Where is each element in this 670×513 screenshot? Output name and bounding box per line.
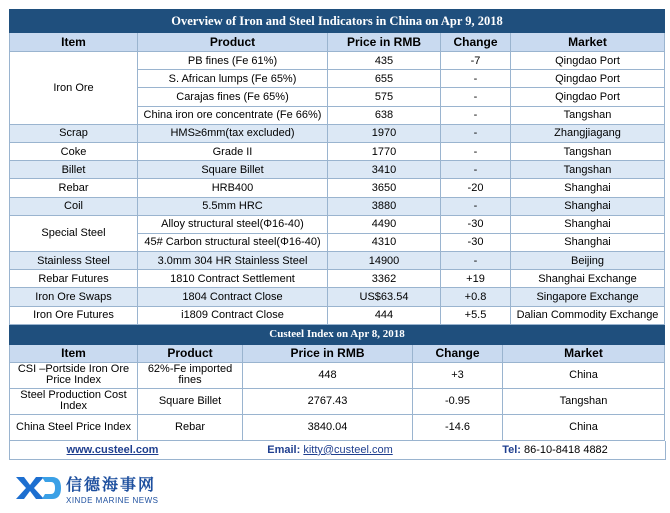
- market-cell: Shanghai: [511, 233, 665, 251]
- price-cell: US$63.54: [328, 288, 441, 306]
- product-cell: 1810 Contract Settlement: [138, 270, 328, 288]
- price-cell: 3650: [328, 179, 441, 197]
- change-cell: -: [441, 70, 511, 88]
- change-cell: +19: [441, 270, 511, 288]
- index-change-cell: -0.95: [413, 388, 503, 414]
- index-item-cell: CSI –Portside Iron Ore Price Index: [10, 362, 138, 388]
- index-col-header-product: Product: [138, 344, 243, 362]
- price-cell: 14900: [328, 252, 441, 270]
- xinde-logo: [14, 470, 159, 506]
- index-change-cell: -14.6: [413, 414, 503, 440]
- change-cell: +5.5: [441, 306, 511, 324]
- custeel-index-table: [9, 325, 665, 441]
- index-item-cell: Steel Production Cost Index: [10, 388, 138, 414]
- footer-website-cell: [10, 444, 215, 456]
- index-price-cell: 3840.04: [243, 414, 413, 440]
- market-cell: Qingdao Port: [511, 70, 665, 88]
- table-row: [10, 362, 665, 388]
- price-cell: 4490: [328, 215, 441, 233]
- index-market-cell: China: [503, 362, 665, 388]
- custeel-index-body: [10, 362, 665, 440]
- index-product-cell: Rebar: [138, 414, 243, 440]
- table-row: [10, 306, 665, 324]
- product-cell: China iron ore concentrate (Fe 66%): [138, 106, 328, 124]
- index-price-cell: 2767.43: [243, 388, 413, 414]
- item-cell: Special Steel: [10, 215, 138, 251]
- product-cell: S. African lumps (Fe 65%): [138, 70, 328, 88]
- item-cell: Scrap: [10, 124, 138, 142]
- indicators-body: [10, 52, 665, 325]
- price-cell: 1970: [328, 124, 441, 142]
- index-item-cell: China Steel Price Index: [10, 414, 138, 440]
- market-cell: Dalian Commodity Exchange: [511, 306, 665, 324]
- index-product-cell: 62%-Fe imported fines: [138, 362, 243, 388]
- index-market-cell: China: [503, 414, 665, 440]
- product-cell: PB fines (Fe 61%): [138, 52, 328, 70]
- market-cell: Qingdao Port: [511, 52, 665, 70]
- change-cell: -20: [441, 179, 511, 197]
- table-row: [10, 52, 665, 70]
- item-cell: Iron Ore Swaps: [10, 288, 138, 306]
- table-row: [10, 252, 665, 270]
- change-cell: -: [441, 197, 511, 215]
- product-cell: Grade II: [138, 142, 328, 160]
- index-product-cell: Square Billet: [138, 388, 243, 414]
- tel-number: 86-10-8418 4882: [524, 443, 608, 456]
- market-cell: Shanghai: [511, 179, 665, 197]
- item-cell: Stainless Steel: [10, 252, 138, 270]
- custeel-index-header-row: [10, 344, 665, 362]
- email-link[interactable]: kitty@custeel.com: [303, 443, 393, 456]
- custeel-index-title: Custeel Index on Apr 8, 2018: [10, 325, 665, 344]
- table-row: [10, 414, 665, 440]
- item-cell: Iron Ore: [10, 52, 138, 125]
- table-row: [10, 179, 665, 197]
- table-row: [10, 215, 665, 233]
- item-cell: Iron Ore Futures: [10, 306, 138, 324]
- product-cell: HMS≥6mm(tax excluded): [138, 124, 328, 142]
- price-cell: 655: [328, 70, 441, 88]
- email-label: Email:: [267, 443, 301, 456]
- product-cell: Carajas fines (Fe 65%): [138, 88, 328, 106]
- index-change-cell: +3: [413, 362, 503, 388]
- market-cell: Qingdao Port: [511, 88, 665, 106]
- change-cell: -: [441, 252, 511, 270]
- logo-chinese-name: 信德海事网: [66, 474, 157, 494]
- index-col-header-market: Market: [503, 344, 665, 362]
- price-cell: 444: [328, 306, 441, 324]
- market-cell: Beijing: [511, 252, 665, 270]
- index-col-header-price: Price in RMB: [243, 344, 413, 362]
- indicators-title: Overview of Iron and Steel Indicators in China on Apr 9, 2018: [10, 10, 665, 33]
- price-cell: 435: [328, 52, 441, 70]
- table-row: [10, 124, 665, 142]
- change-cell: -: [441, 88, 511, 106]
- col-header-product: Product: [138, 33, 328, 52]
- table-row: [10, 270, 665, 288]
- product-cell: Square Billet: [138, 161, 328, 179]
- contact-footer: [9, 441, 666, 460]
- product-cell: i1809 Contract Close: [138, 306, 328, 324]
- product-cell: 3.0mm 304 HR Stainless Steel: [138, 252, 328, 270]
- change-cell: -: [441, 161, 511, 179]
- indicators-header-row: [10, 33, 665, 52]
- col-header-price: Price in RMB: [328, 33, 441, 52]
- product-cell: 1804 Contract Close: [138, 288, 328, 306]
- change-cell: -: [441, 142, 511, 160]
- table-row: [10, 388, 665, 414]
- market-cell: Shanghai: [511, 215, 665, 233]
- table-row: [10, 161, 665, 179]
- price-cell: 4310: [328, 233, 441, 251]
- item-cell: Rebar Futures: [10, 270, 138, 288]
- logo-english-name: XINDE MARINE NEWS: [66, 495, 159, 505]
- price-cell: 3410: [328, 161, 441, 179]
- product-cell: HRB400: [138, 179, 328, 197]
- change-cell: +0.8: [441, 288, 511, 306]
- col-header-market: Market: [511, 33, 665, 52]
- item-cell: Coke: [10, 142, 138, 160]
- market-cell: Shanghai: [511, 197, 665, 215]
- table-row: [10, 142, 665, 160]
- col-header-item: Item: [10, 33, 138, 52]
- xd-logo-icon: [14, 473, 62, 503]
- change-cell: -7: [441, 52, 511, 70]
- market-cell: Tangshan: [511, 142, 665, 160]
- change-cell: -30: [441, 233, 511, 251]
- change-cell: -: [441, 124, 511, 142]
- indicators-table: [9, 9, 665, 325]
- change-cell: -30: [441, 215, 511, 233]
- index-price-cell: 448: [243, 362, 413, 388]
- market-cell: Zhangjiagang: [511, 124, 665, 142]
- market-cell: Shanghai Exchange: [511, 270, 665, 288]
- item-cell: Billet: [10, 161, 138, 179]
- footer-tel-cell: [445, 444, 665, 456]
- price-cell: 3880: [328, 197, 441, 215]
- table-row: [10, 288, 665, 306]
- market-cell: Singapore Exchange: [511, 288, 665, 306]
- market-cell: Tangshan: [511, 106, 665, 124]
- col-header-change: Change: [441, 33, 511, 52]
- price-cell: 3362: [328, 270, 441, 288]
- item-cell: Rebar: [10, 179, 138, 197]
- product-cell: 45# Carbon structural steel(Φ16-40): [138, 233, 328, 251]
- price-cell: 1770: [328, 142, 441, 160]
- market-cell: Tangshan: [511, 161, 665, 179]
- price-cell: 638: [328, 106, 441, 124]
- report-container: [9, 9, 664, 460]
- index-col-header-change: Change: [413, 344, 503, 362]
- website-link[interactable]: www.custeel.com: [66, 443, 159, 456]
- index-market-cell: Tangshan: [503, 388, 665, 414]
- tel-label: Tel:: [502, 443, 521, 456]
- table-row: [10, 197, 665, 215]
- item-cell: Coil: [10, 197, 138, 215]
- product-cell: 5.5mm HRC: [138, 197, 328, 215]
- index-col-header-item: Item: [10, 344, 138, 362]
- product-cell: Alloy structural steel(Φ16-40): [138, 215, 328, 233]
- footer-email-cell: [215, 444, 445, 456]
- price-cell: 575: [328, 88, 441, 106]
- change-cell: -: [441, 106, 511, 124]
